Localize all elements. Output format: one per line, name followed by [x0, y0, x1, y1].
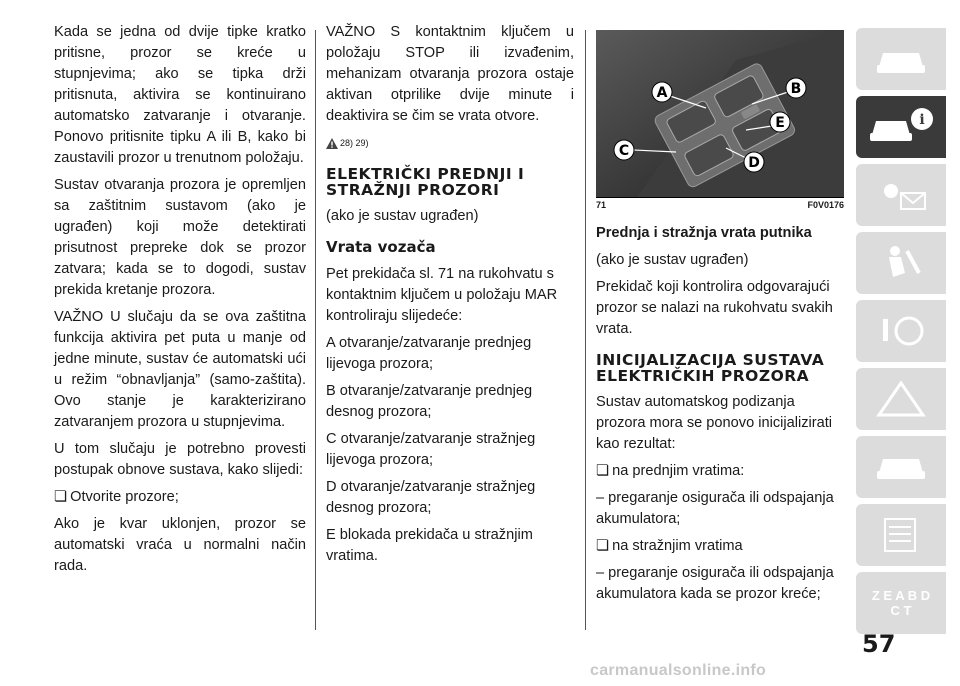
list-item: C otvaranje/zatvaranje stražnjeg lijevoga prozora;	[326, 431, 536, 468]
chapter-tab-car-info[interactable]	[856, 96, 946, 158]
alphabet-index-icon: Z E A B D C T	[871, 588, 931, 618]
chapter-tab-safety[interactable]	[856, 232, 946, 294]
bullet-item: ❏ Otvorite prozore;	[54, 487, 306, 508]
subsection-title: Prednja i stražnja vrata putnika	[596, 225, 812, 241]
paragraph: VAŽNO S kontaktnim ključem u položaju STOP ili izvađenim, mehanizam otvaranja prozora ostaje aktivan otprilike dvije minute i deaktivira se čim se vrata otvore.	[326, 24, 574, 124]
chapter-tab-driving[interactable]	[856, 300, 946, 362]
car-front-icon	[871, 39, 931, 79]
heading-note: (ako je sustav ugrađen)	[326, 208, 479, 224]
list-item: E blokada prekidača u stražnjim vratima.	[326, 527, 533, 564]
warning-references	[326, 133, 574, 154]
chapter-tab-car[interactable]	[856, 28, 946, 90]
chapter-tab-index[interactable]	[856, 572, 946, 634]
section-heading: INICIJALIZACIJA SUSTAVA ELEKTRIČKIH PROZORA	[596, 351, 825, 385]
figure-caption	[596, 197, 844, 212]
paragraph: VAŽNO U slučaju da se ova zaštitna funkcija aktivira pet puta u manje od jedne minute, sustav će automatski ući u režim “obnavljanja” (samo-zaštita). Ovo stanje je karakterizirano zatvaranjem prozora u stupnjevima.	[54, 309, 306, 430]
warning-ref-numbers: 28) 29)	[340, 138, 369, 148]
info-letter: i	[919, 112, 925, 128]
spec-list-icon	[871, 515, 931, 555]
warning-lights-icon	[871, 175, 931, 215]
list-item: A otvaranje/zatvaranje prednjeg lijevoga prozora;	[326, 335, 532, 372]
figure-label-e: E	[775, 115, 785, 131]
column-divider	[585, 30, 586, 630]
section-heading: ELEKTRIČKI PREDNJI I STRAŽNJI PROZORI	[326, 165, 525, 199]
chapter-sidebar	[856, 28, 946, 640]
seat-airbag-icon	[871, 243, 931, 283]
car-service-icon	[871, 447, 931, 487]
paragraph: U tom slučaju je potrebno provesti postupak obnove sustava, kako slijedi:	[54, 441, 306, 478]
chapter-tab-emergency[interactable]	[856, 368, 946, 430]
door-armrest-illustration	[596, 30, 844, 198]
dash-item: – pregaranje osigurača ili odspajanja akumulatora;	[596, 490, 834, 527]
text-column-2	[326, 22, 574, 573]
chapter-tab-lights[interactable]	[856, 164, 946, 226]
paragraph: Sustav automatskog podizanja prozora mora se ponovo inicijalizirati kao rezultat:	[596, 394, 833, 452]
figure-label-a: A	[656, 85, 668, 101]
watermark: carmanualsonline.info	[590, 662, 767, 679]
text-column-1	[54, 22, 306, 583]
figure-number: 71	[596, 200, 607, 210]
paragraph: Ako je kvar uklonjen, prozor se automatski vraća u normalni način rada.	[54, 516, 306, 574]
column-divider	[315, 30, 316, 630]
heading-note: (ako je sustav ugrađen)	[596, 252, 749, 268]
list-item: D otvaranje/zatvaranje stražnjeg desnog prozora;	[326, 479, 536, 516]
paragraph: Prekidač koji kontrolira odgovarajući prozor se nalazi na rukohvatu svakih vrata.	[596, 279, 833, 337]
page-number: 57	[862, 630, 896, 658]
list-item: B otvaranje/zatvaranje prednjeg desnog prozora;	[326, 383, 533, 420]
figure-label-d: D	[748, 155, 760, 171]
text-column-3	[596, 223, 844, 611]
chapter-tab-maintenance[interactable]	[856, 436, 946, 498]
dash-item: – pregaranje osigurača ili odspajanja akumulatora kada se prozor kreće;	[596, 565, 834, 602]
paragraph: Sustav otvaranja prozora je opremljen sa zaštitnim sustavom (ako je ugrađen) koji može detektirati prisutnost prepreke dok se prozor zatvara; kada se to dogodi, sustav prekida kretanje prozora.	[54, 177, 306, 298]
chapter-tab-specs[interactable]	[856, 504, 946, 566]
steering-key-icon	[871, 311, 931, 351]
warning-icon	[326, 138, 338, 149]
bullet-item: ❏ na prednjim vratima:	[596, 461, 844, 482]
paragraph: Pet prekidača sl. 71 na rukohvatu s kontaktnim ključem u položaju MAR kontroliraju slijedeće:	[326, 266, 558, 324]
figure-label-c: C	[618, 143, 630, 159]
window-switch-figure	[596, 30, 844, 212]
subsection-heading: Vrata vozača	[326, 238, 436, 256]
car-info-icon	[866, 105, 936, 149]
figure-code: F0V0176	[807, 200, 844, 210]
paragraph: Kada se jedna od dvije tipke kratko pritisne, prozor se kreće u stupnjevima; ako se tipka drži pritisnuta, aktivira se kontinuirano automatsko zatvaranje i otvaranje. Ponovo pritisnite tipku A ili B, kako bi zaustavili prozor u trenutnom položaju.	[54, 24, 306, 166]
bullet-item: ❏ na stražnjim vratima	[596, 536, 844, 557]
warning-triangle-icon	[871, 379, 931, 419]
figure-label-b: B	[790, 81, 802, 97]
